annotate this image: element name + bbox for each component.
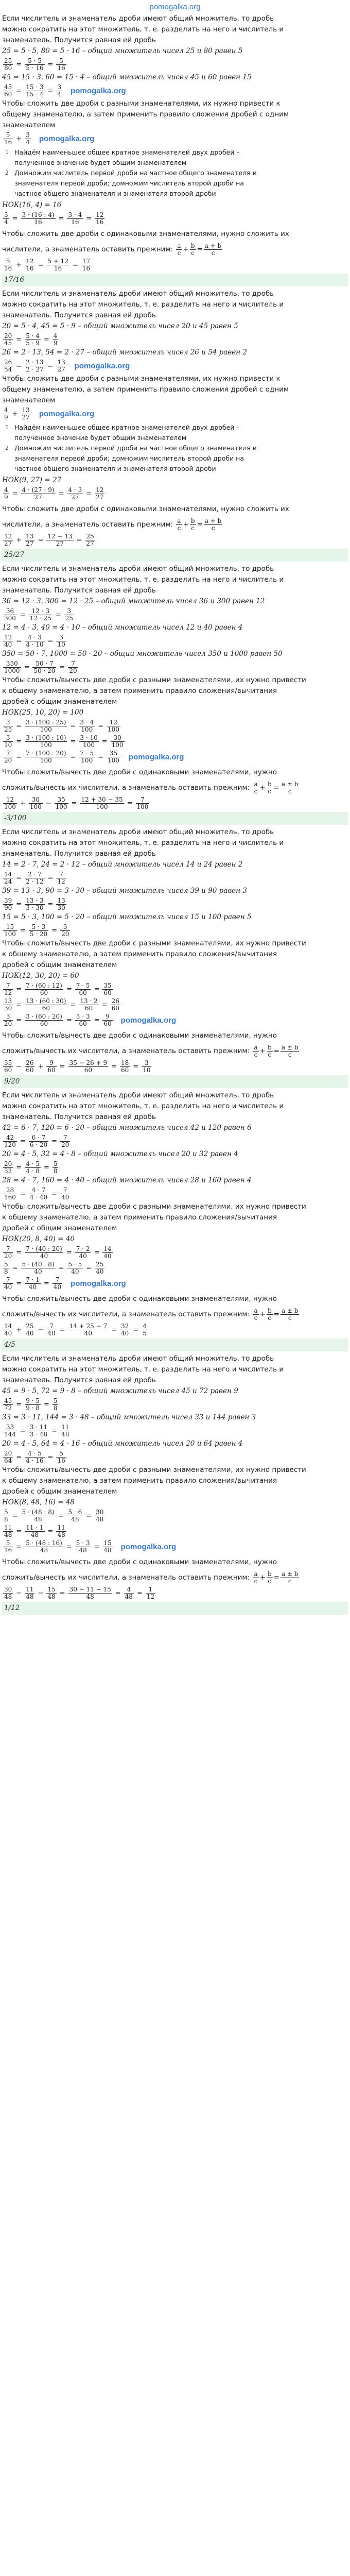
rule-text: Если числитель и знаменатель дроби имеют общий множитель, то дробь	[2, 828, 274, 836]
answer-box	[2, 549, 348, 562]
answer-box	[2, 1338, 348, 1351]
answer-box	[2, 1602, 348, 1615]
math-row: $\frac{39}{90}$ = $\frac{13 \cdot 3}{3 \cdot 30}$ = $\frac{13}{30}$	[4, 896, 65, 911]
math-row: $\frac{5}{16}$ + $\frac{12}{16}$ = $\frac{5 + 12}{16}$ = $\frac{17}{16}$	[4, 257, 91, 272]
rule-text: можно сократить на этот множитель, т. е. разделить на него и числитель и	[2, 25, 284, 33]
rule-text: можно сократить на этот множитель, т. е. разделить на него и числитель и	[2, 575, 284, 584]
nok-line: НОК(25, 10, 20) = 100	[2, 708, 84, 717]
rule-text: дробей с общим знаменателем	[2, 698, 117, 706]
math-row: $\frac{13}{30}$ = $\frac{13 \cdot (60 : 30)}{60}$ = $\frac{13 \cdot 2}{60}$ = $\frac{26}{60}$	[4, 997, 119, 1012]
math-row: $\frac{30}{48}$ − $\frac{11}{48}$ − $\frac{15}{48}$ = $\frac{30 - 11 - 15}{48}$ = $\frac{4}{48}$ = $\frac{1}{12}$	[4, 1585, 155, 1600]
answer-value: -3/100	[4, 814, 27, 822]
reduction-line: 42 = 6 · 7, 120 = 6 · 20 – общий множитель чисел 42 и 120 равен 6	[2, 1124, 252, 1132]
math-row: $\frac{3}{25}$ = $\frac{3 \cdot (100 : 25)}{100}$ = $\frac{3 \cdot 4}{100}$ = $\frac{12}{100}$	[4, 718, 119, 733]
watermark: pomogalka.org	[39, 134, 95, 143]
watermark: pomogalka.org	[71, 86, 126, 95]
reduction-line: 28 = 4 · 7, 160 = 4 · 40 – общий множитель чисел 28 и 160 равен 4	[2, 1176, 252, 1184]
reduction-line: 45 = 15 · 3, 60 = 15 · 4 – общий множитель чисел 45 и 60 равен 15	[2, 73, 252, 81]
rule-text: знаменатель. Получится равная ей дробь	[2, 850, 156, 858]
rule-text: к общему знаменателю, а затем применить правило сложения/вычитания	[2, 1477, 277, 1485]
solution-section-2	[2, 289, 348, 562]
rule-text: знаменателем	[2, 396, 56, 404]
math-row: $\frac{14}{40}$ + $\frac{25}{40}$ − $\frac{7}{40}$ = $\frac{14 + 25 - 7}{40}$ = $\frac{32}{40}$ = $\frac{4}{5}$	[4, 1322, 147, 1337]
rule-text: сложить/вычесть их числители, а знаменатель оставить прежним: $\frac{a}{c}$ + $\frac{b}{c}$ = $\frac{a \pm b}{c}$	[2, 1570, 299, 1585]
watermark: pomogalka.org	[74, 361, 130, 370]
math-row: $\frac{350}{1000}$ = $\frac{50 \cdot 7}{50 \cdot 20}$ = $\frac{7}{20}$	[4, 659, 77, 674]
math-row: $\frac{7}{40}$ = $\frac{7 \cdot 1}{40}$ = $\frac{7}{40}$ pomogalka.org	[4, 1276, 126, 1291]
rule-text: можно сократить на этот множитель, т. е. разделить на него и числитель и	[2, 1102, 284, 1110]
math-row: $\frac{5}{16}$ + $\frac{3}{4}$ pomogalka.org	[4, 131, 95, 146]
answer-value: 25/27	[4, 551, 24, 559]
reduction-line: 350 = 50 · 7, 1000 = 50 · 20 – общий множитель чисел 350 и 1000 равен 50	[2, 650, 283, 658]
math-row: $\frac{45}{60}$ = $\frac{15 \cdot 3}{15 \cdot 4}$ = $\frac{3}{4}$ pomogalka.org	[4, 83, 126, 98]
math-row: $\frac{12}{100}$ + $\frac{30}{100}$ − $\frac{35}{100}$ = $\frac{12 + 30 - 35}{100}$ = $\frac{7}{100}$	[4, 795, 149, 810]
reduction-line: 20 = 4 · 5, 64 = 4 · 16 – общий множитель чисел 20 и 64 равен 4	[2, 1439, 243, 1448]
rule-text: Чтобы сложить две дроби с разными знаменателями, их нужно привести к	[2, 99, 281, 108]
rule-text: можно сократить на этот множитель, т. е. разделить на него и числитель и	[2, 300, 284, 309]
rule-text: знаменатель. Получится равная ей дробь	[2, 586, 156, 595]
rule-text: числители, а знаменатель оставить прежним: $\frac{a}{c}$ + $\frac{b}{c}$ = $\frac{a + b}{c}$	[2, 242, 222, 257]
reduction-line: 20 = 4 · 5, 32 = 4 · 8 – общий множитель чисел 20 и 32 равен 4	[2, 1150, 238, 1158]
solution-content	[0, 13, 350, 1615]
reduction-line: 12 = 4 · 3, 40 = 4 · 10 – общий множитель чисел 12 и 40 равен 4	[2, 623, 243, 632]
reduction-line: 39 = 13 · 3, 90 = 3 · 30 – общий множитель чисел 39 и 90 равен 3	[2, 887, 247, 895]
answer-box	[2, 274, 348, 286]
math-row: $\frac{5}{16}$ = $\frac{5 \cdot (48 : 16)}{48}$ = $\frac{5 \cdot 3}{48}$ = $\frac{15}{48}$ pomogalka.org	[4, 1539, 177, 1554]
rule-text: общему знаменателю, а затем применить правило сложения дробей с одним	[2, 385, 289, 394]
nok-line: НОК(9, 27) = 27	[2, 476, 62, 484]
math-row: $\frac{7}{20}$ = $\frac{7 \cdot (40 : 20)}{40}$ = $\frac{7 \cdot 2}{40}$ = $\frac{14}{40}$	[4, 1245, 112, 1260]
rule-text: к общему знаменателю, а затем применить правило сложения/вычитания	[2, 1213, 277, 1222]
rule-text: Если числитель и знаменатель дроби имеют общий множитель, то дробь	[2, 1091, 274, 1099]
reduction-line: 14 = 2 · 7, 24 = 2 · 12 – общий множитель чисел 14 и 24 равен 2	[2, 860, 243, 869]
rule-text: знаменатель. Получится равная ей дробь	[2, 1376, 156, 1384]
rule-text: Чтобы сложить/вычесть две дроби с одинаковыми знаменателями, нужно	[2, 1031, 277, 1040]
nok-line: НОК(12, 30, 20) = 60	[2, 972, 79, 980]
rule-text: к общему знаменателю, а затем применить правило сложения/вычитания	[2, 687, 277, 695]
math-row: $\frac{11}{48}$ = $\frac{11 \cdot 1}{48}$ = $\frac{11}{48}$	[4, 1523, 65, 1538]
math-row: $\frac{7}{12}$ = $\frac{7 \cdot (60 : 12)}{60}$ = $\frac{7 \cdot 5}{60}$ = $\frac{35}{60}$	[4, 981, 112, 996]
rule-text: можно сократить на этот множитель, т. е. разделить на него и числитель и	[2, 839, 284, 847]
rule-text: дробей с общим знаменателем	[2, 1224, 117, 1232]
rule-text: можно сократить на этот множитель, т. е. разделить на него и числитель и	[2, 1365, 284, 1374]
site-domain[interactable]: pomogalka.org	[149, 2, 201, 11]
rule-text: Чтобы сложить две дроби с одинаковыми знаменателями, нужно сложить их	[2, 504, 289, 513]
watermark: pomogalka.org	[39, 409, 95, 418]
nok-line: НОК(8, 48, 16) = 48	[2, 1498, 75, 1506]
rule-text: Если числитель и знаменатель дроби имеют общий множитель, то дробь	[2, 565, 274, 573]
math-row: $\frac{20}{32}$ = $\frac{4 \cdot 5}{4 \cdot 8}$ = $\frac{5}{8}$	[4, 1160, 58, 1175]
reduction-line: 45 = 9 · 5, 72 = 9 · 8 – общий множитель чисел 45 и 72 равен 9	[2, 1387, 238, 1395]
math-row: $\frac{4}{9}$ = $\frac{4 \cdot (27 : 9)}{27}$ = $\frac{4 \cdot 3}{27}$ = $\frac{12}{27}$	[4, 486, 104, 501]
rule-text: сложить/вычесть их числители, а знаменатель оставить прежним: $\frac{a}{c}$ + $\frac{b}{c}$ = $\frac{a \pm b}{c}$	[2, 780, 299, 795]
rule-text: сложить/вычесть их числители, а знаменатель оставить прежним: $\frac{a}{c}$ + $\frac{b}{c}$ = $\frac{a \pm b}{c}$	[2, 1043, 299, 1058]
rule-text: дробей с общим знаменателем	[2, 1487, 117, 1496]
watermark: pomogalka.org	[120, 1542, 177, 1551]
rule-text: Чтобы сложить/вычесть две дроби с одинаковыми знаменателями, нужно	[2, 768, 277, 776]
math-row: $\frac{5}{8}$ = $\frac{5 \cdot (40 : 8)}{40}$ = $\frac{5 \cdot 5}{40}$ = $\frac{25}{40}$	[4, 1260, 104, 1275]
rule-text: Чтобы сложить/вычесть две дроби с разными знаменателями, их нужно привести	[2, 676, 306, 684]
answer-value: 1/12	[4, 1604, 20, 1612]
rule-text: дробей с общим знаменателем	[2, 961, 117, 969]
watermark: pomogalka.org	[120, 1015, 177, 1025]
solution-section-3	[2, 564, 348, 825]
math-row: $\frac{7}{20}$ = $\frac{7 \cdot (100 : 20)}{100}$ = $\frac{7 \cdot 5}{100}$ = $\frac{35}{100}$ pomogalka.org	[4, 749, 184, 764]
nok-line: НОК(16, 4) = 16	[2, 201, 62, 209]
reduction-line: 25 = 5 · 5, 80 = 5 · 16 – общий множитель чисел 25 и 80 равен 5	[2, 47, 243, 55]
answer-value: 9/20	[4, 1077, 20, 1086]
math-row: $\frac{33}{144}$ = $\frac{3 \cdot 11}{3 \cdot 48}$ = $\frac{11}{48}$	[4, 1423, 69, 1438]
rule-text: Чтобы сложить/вычесть две дроби с разными знаменателями, их нужно привести	[2, 1466, 306, 1474]
answer-box	[2, 1075, 348, 1088]
answer-value: 4/5	[4, 1341, 15, 1349]
math-row: $\frac{12}{27}$ + $\frac{13}{27}$ = $\frac{12 + 13}{27}$ = $\frac{25}{27}$	[4, 532, 94, 547]
math-row: $\frac{42}{120}$ = $\frac{6 \cdot 7}{6 \cdot 20}$ = $\frac{7}{20}$	[4, 1133, 69, 1148]
rule-text: Если числитель и знаменатель дроби имеют общий множитель, то дробь	[2, 1354, 274, 1363]
reduction-line: 26 = 2 · 13, 54 = 2 · 27 – общий множитель чисел 26 и 54 равен 2	[2, 348, 247, 357]
rule-text: Если числитель и знаменатель дроби имеют общий множитель, то дробь	[2, 290, 274, 298]
math-row: $\frac{28}{160}$ = $\frac{4 \cdot 7}{4 \cdot 40}$ = $\frac{7}{40}$	[4, 1186, 69, 1201]
math-row: $\frac{5}{8}$ = $\frac{5 \cdot (48 : 8)}{48}$ = $\frac{5 \cdot 6}{48}$ = $\frac{30}{48}$	[4, 1508, 104, 1523]
reduction-line: 33 = 3 · 11, 144 = 3 · 48 – общий множитель чисел 33 и 144 равен 3	[2, 1413, 256, 1421]
rule-text: сложить/вычесть их числители, а знаменатель оставить прежним: $\frac{a}{c}$ + $\frac{b}{c}$ = $\frac{a \pm b}{c}$	[2, 1307, 299, 1321]
watermark: pomogalka.org	[128, 752, 184, 761]
site-header	[0, 0, 350, 13]
reduction-line: 15 = 5 · 3, 100 = 5 · 20 – общий множитель чисел 15 и 100 равен 5	[2, 913, 252, 921]
rule-text: знаменатель. Получится равная ей дробь	[2, 1113, 156, 1121]
rule-text: к общему знаменателю, а затем применить правило сложения/вычитания	[2, 950, 277, 958]
rule-text: Чтобы сложить две дроби с разными знаменателями, их нужно привести к	[2, 375, 281, 383]
math-row: $\frac{26}{54}$ = $\frac{2 \cdot 13}{2 \cdot 27}$ = $\frac{13}{27}$ pomogalka.org	[4, 358, 130, 373]
math-row: $\frac{14}{24}$ = $\frac{2 \cdot 7}{2 \cdot 12}$ = $\frac{7}{12}$	[4, 870, 65, 885]
math-row: $\frac{36}{300}$ = $\frac{12 \cdot 3}{12 \cdot 25}$ = $\frac{3}{25}$	[4, 607, 73, 622]
math-row: $\frac{20}{64}$ = $\frac{4 \cdot 5}{4 \cdot 16}$ = $\frac{5}{16}$	[4, 1449, 65, 1464]
math-row: $\frac{20}{45}$ = $\frac{5 \cdot 4}{5 \cdot 9}$ = $\frac{4}{9}$	[4, 332, 58, 347]
reduction-line: 20 = 5 · 4, 45 = 5 · 9 – общий множитель чисел 20 и 45 равен 5	[2, 322, 238, 330]
math-row: $\frac{45}{72}$ = $\frac{9 \cdot 5}{9 \cdot 8}$ = $\frac{5}{8}$	[4, 1397, 58, 1412]
rule-text: Если числитель и знаменатель дроби имеют общий множитель, то дробь	[2, 14, 274, 23]
rule-text: знаменателем	[2, 121, 56, 129]
answer-box	[2, 812, 348, 825]
rule-text: общему знаменателю, а затем применить правило сложения дробей с одним	[2, 110, 289, 118]
watermark: pomogalka.org	[71, 1279, 126, 1288]
answer-value: 17/16	[4, 276, 24, 284]
solution-section-6	[2, 1353, 348, 1615]
rule-text: Чтобы сложить/вычесть две дроби с одинаковыми знаменателями, нужно	[2, 1294, 277, 1303]
solution-section-5	[2, 1090, 348, 1351]
rule-text: Чтобы сложить/вычесть две дроби с одинаковыми знаменателями, нужно	[2, 1557, 277, 1566]
rule-text: Чтобы сложить/вычесть две дроби с разными знаменателями, их нужно привести	[2, 1202, 306, 1211]
math-row: $\frac{3}{20}$ = $\frac{3 \cdot (60 : 20)}{60}$ = $\frac{3 \cdot 3}{60}$ = $\frac{9}{60}$ pomogalka.org	[4, 1012, 177, 1027]
solution-section-4	[2, 827, 348, 1088]
math-row: $\frac{4}{9}$ + $\frac{13}{27}$ pomogalka.org	[4, 406, 95, 421]
math-row: $\frac{3}{4}$ = $\frac{3 \cdot (16 : 4)}{16}$ = $\frac{3 \cdot 4}{16}$ = $\frac{12}{16}$	[4, 211, 104, 226]
math-row: $\frac{3}{10}$ = $\frac{3 \cdot (100 : 10)}{100}$ = $\frac{3 \cdot 10}{100}$ = $\frac{30}{100}$	[4, 734, 124, 749]
math-row: $\frac{35}{60}$ − $\frac{26}{60}$ + $\frac{9}{60}$ = $\frac{35 - 26 + 9}{60}$ = $\frac{18}{60}$ = $\frac{3}{10}$	[4, 1059, 151, 1074]
rule-text: знаменатель. Получится равная ей дробь	[2, 36, 156, 44]
math-row: $\frac{12}{40}$ = $\frac{4 \cdot 3}{4 \cdot 10}$ = $\frac{3}{10}$	[4, 633, 65, 648]
math-row: $\frac{15}{100}$ = $\frac{5 \cdot 3}{5 \cdot 20}$ = $\frac{3}{20}$	[4, 923, 69, 938]
steps-list: 1 Найдём наименьшее общее кратное знаменателей двух дробей – полученное значение будет общим знаменателем 2 Домножим числитель первой дроби на частное общего знаменателя и знаменателя первой дроби; домножим числитель второй дроби на частное общего знаменателя и знаменателя второй дроби	[5, 423, 257, 472]
rule-text: числители, а знаменатель оставить прежним: $\frac{a}{c}$ + $\frac{b}{c}$ = $\frac{a + b}{c}$	[2, 517, 222, 532]
nok-line: НОК(20, 8, 40) = 40	[2, 1235, 75, 1243]
steps-list: 1 Найдём наименьшее общее кратное знаменателей двух дробей – полученное значение будет общим знаменателем 2 Домножим числитель первой дроби на частное общего знаменателя и знаменателя первой дроби; домножим числитель второй дроби на частное общего знаменателя и знаменателя второй дроби	[5, 148, 257, 197]
math-row: $\frac{25}{80}$ = $\frac{5 \cdot 5}{5 \cdot 16}$ = $\frac{5}{16}$	[4, 57, 65, 72]
rule-text: знаменатель. Получится равная ей дробь	[2, 311, 156, 319]
rule-text: Чтобы сложить/вычесть две дроби с разными знаменателями, их нужно привести	[2, 939, 306, 947]
rule-text: Чтобы сложить две дроби с одинаковыми знаменателями, нужно сложить их	[2, 229, 289, 238]
reduction-line: 36 = 12 · 3, 300 = 12 · 25 – общий множитель чисел 36 и 300 равен 12	[2, 597, 265, 605]
solution-section-1	[2, 13, 348, 286]
